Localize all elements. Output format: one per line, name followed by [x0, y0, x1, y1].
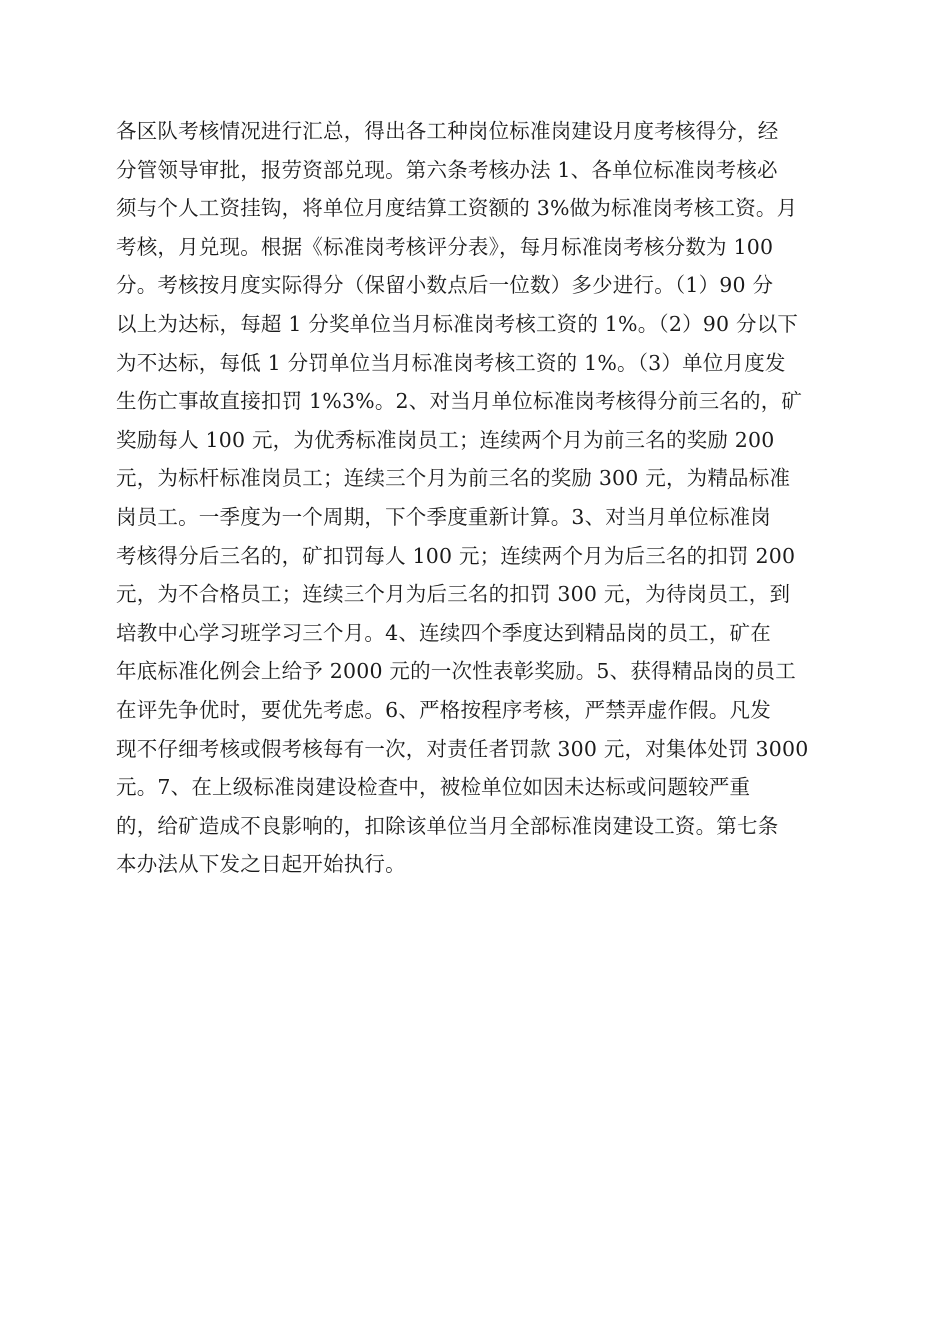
text-line: 本办法从下发之日起开始执行。: [116, 852, 406, 877]
text-line: 年底标准化例会上给予 2000 元的一次性表彰奖励。5、获得精品岗的员工: [116, 659, 796, 684]
text-line: 生伤亡事故直接扣罚 1%3%。2、对当月单位标准岗考核得分前三名的，矿: [116, 389, 803, 414]
text-line: 培教中心学习班学习三个月。4、连续四个季度达到精品岗的员工，矿在: [116, 620, 771, 645]
text-line: 的，给矿造成不良影响的，扣除该单位当月全部标准岗建设工资。第七条: [116, 813, 779, 838]
text-line: 各区队考核情况进行汇总，得出各工种岗位标准岗建设月度考核得分，经: [116, 119, 779, 143]
text-line: 考核，月兑现。根据《标准岗考核评分表》，每月标准岗考核分数为 100: [116, 234, 774, 259]
body-paragraph: [116, 112, 846, 884]
text-line: 分管领导审批，报劳资部兑现。第六条考核办法 1、各单位标准岗考核必: [116, 157, 778, 182]
text-line: 分。考核按月度实际得分（保留小数点后一位数）多少进行。（1）90 分: [116, 273, 774, 298]
text-line: 岗员工。一季度为一个周期，下个季度重新计算。3、对当月单位标准岗: [116, 504, 771, 529]
text-line: 元。7、在上级标准岗建设检查中，被检单位如因未达标或问题较严重: [116, 775, 751, 800]
text-line: 元，为标杆标准岗员工；连续三个月为前三名的奖励 300 元，为精品标准: [116, 466, 791, 491]
text-line: 以上为达标，每超 1 分奖单位当月标准岗考核工资的 1%。（2）90 分以下: [116, 311, 799, 336]
text-line: 奖励每人 100 元，为优秀标准岗员工；连续两个月为前三名的奖励 200: [116, 427, 775, 452]
text-line: 元，为不合格员工；连续三个月为后三名的扣罚 300 元，为待岗员工，到: [116, 582, 791, 607]
text-line: 在评先争优时，要优先考虑。6、严格按程序考核，严禁弄虚作假。凡发: [116, 697, 771, 722]
text-line: 为不达标，每低 1 分罚单位当月标准岗考核工资的 1%。（3）单位月度发: [116, 350, 786, 375]
text-line: 现不仔细考核或假考核每有一次，对责任者罚款 300 元，对集体处罚 3000: [116, 736, 809, 761]
text-line: 考核得分后三名的，矿扣罚每人 100 元；连续两个月为后三名的扣罚 200: [116, 543, 796, 568]
text-line: 须与个人工资挂钩，将单位月度结算工资额的 3%做为标准岗考核工资。月: [116, 196, 798, 221]
